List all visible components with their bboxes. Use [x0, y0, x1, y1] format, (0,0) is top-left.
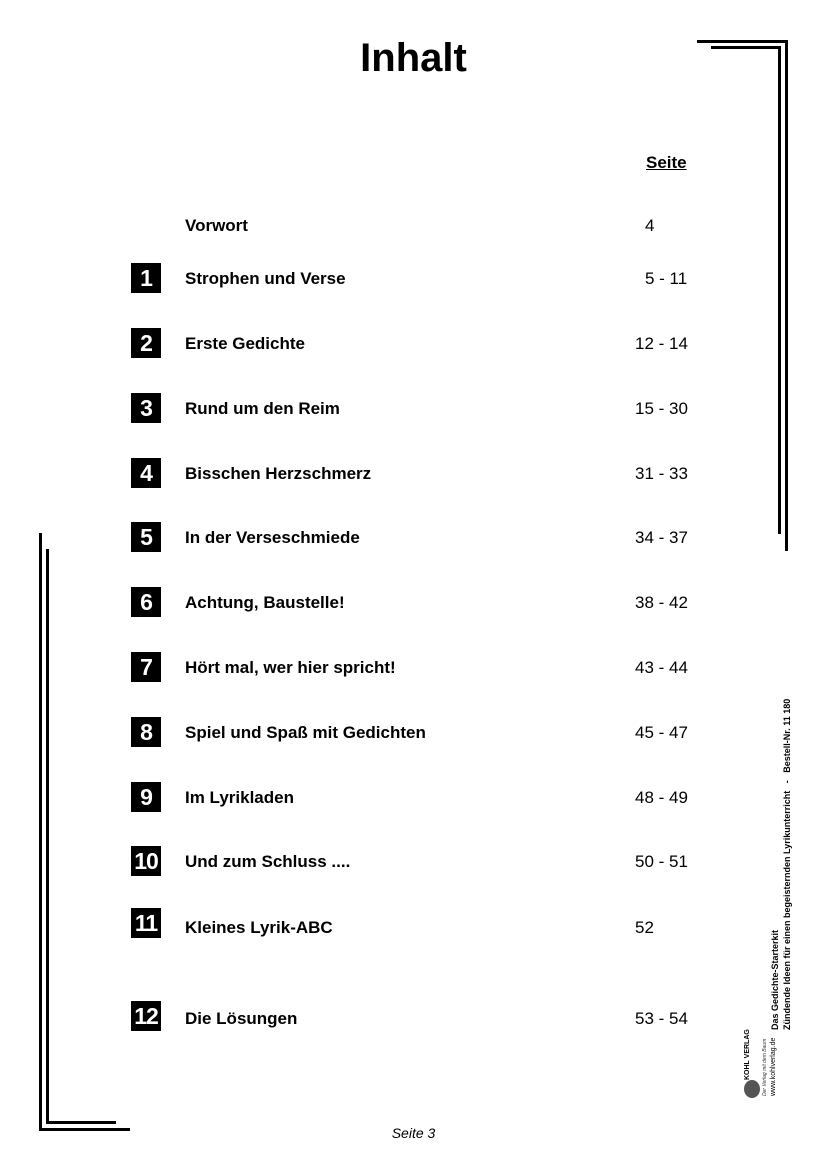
- toc-entry-label: Die Lösungen: [185, 1009, 298, 1028]
- toc-entry-label: Spiel und Spaß mit Gedichten: [185, 723, 426, 742]
- toc-entry: [0, 587, 827, 619]
- toc-entry: [0, 328, 827, 360]
- toc-entry: [0, 458, 827, 490]
- toc-entry-pages: 5 - 11: [645, 269, 688, 288]
- toc-entry: [0, 1001, 827, 1033]
- frame-left-inner: [46, 549, 49, 1124]
- toc-entry-pages: 4: [645, 216, 655, 235]
- publisher-logo-tree-icon: [744, 1080, 760, 1098]
- toc-entry-pages: 31 - 33: [635, 464, 688, 483]
- page-column-header: Seite: [646, 153, 687, 172]
- toc-entry-pages: 15 - 30: [635, 399, 688, 418]
- chapter-number-badge: 8: [131, 717, 161, 747]
- page-title: Inhalt: [360, 36, 467, 80]
- chapter-number-badge: 12: [131, 1001, 161, 1031]
- book-title: Das Gedichte-Starterkit: [770, 929, 780, 1030]
- chapter-number-badge: 6: [131, 587, 161, 617]
- chapter-number-badge: 9: [131, 782, 161, 812]
- toc-entry: [0, 652, 827, 684]
- chapter-number-badge: 7: [131, 652, 161, 682]
- chapter-number-badge: 1: [131, 263, 161, 293]
- toc-entry-label: Achtung, Baustelle!: [185, 593, 345, 612]
- frame-bottom-inner: [46, 1121, 116, 1124]
- toc-entry-label: Im Lyrikladen: [185, 788, 294, 807]
- toc-entry-label: In der Verseschmiede: [185, 528, 360, 547]
- toc-entry-label: Hört mal, wer hier spricht!: [185, 658, 396, 677]
- toc-entry-pages: 53 - 54: [635, 1009, 688, 1028]
- chapter-number-badge: 11: [131, 908, 161, 938]
- chapter-number-badge: 4: [131, 458, 161, 488]
- toc-entry-pages: 45 - 47: [635, 723, 688, 742]
- toc-entry-preface: [0, 210, 827, 242]
- toc-entry-pages: 43 - 44: [635, 658, 688, 677]
- toc-entry: [0, 263, 827, 295]
- toc-entry-label: Erste Gedichte: [185, 334, 305, 353]
- toc-entry-label: Kleines Lyrik-ABC: [185, 918, 333, 937]
- toc-entry-pages: 38 - 42: [635, 593, 688, 612]
- toc-entry-label: Und zum Schluss ....: [185, 852, 351, 871]
- toc-entry-pages: 52: [635, 918, 654, 937]
- toc-entry-pages: 12 - 14: [635, 334, 688, 353]
- toc-entry-label: Strophen und Verse: [185, 269, 346, 288]
- toc-entry: [0, 717, 827, 749]
- toc-entry: [0, 522, 827, 554]
- toc-entry-label: Vorwort: [185, 216, 248, 235]
- page-number-footer: Seite 3: [391, 1125, 436, 1141]
- toc-entry: [0, 846, 827, 878]
- toc-entry-pages: 50 - 51: [635, 852, 688, 871]
- toc-entry-label: Rund um den Reim: [185, 399, 340, 418]
- publisher-sidebar: [742, 670, 797, 1100]
- toc-entry: [0, 908, 827, 940]
- chapter-number-badge: 2: [131, 328, 161, 358]
- book-subtitle-order-number: Zündende Ideen für einen begeisternden Lyrikunterricht - Bestell-Nr. 11 180: [782, 698, 792, 1030]
- chapter-number-badge: 3: [131, 393, 161, 423]
- chapter-number-badge: 5: [131, 522, 161, 552]
- toc-entry-label: Bisschen Herzschmerz: [185, 464, 372, 483]
- toc-entry: [0, 393, 827, 425]
- chapter-number-badge: 10: [131, 846, 161, 876]
- toc-entry-pages: 48 - 49: [635, 788, 688, 807]
- publisher-website: www.kohlverlag.de: [770, 1037, 777, 1096]
- publisher-name: KOHL VERLAG: [744, 1029, 751, 1080]
- toc-entry: [0, 782, 827, 814]
- frame-left-outer: [39, 533, 42, 1131]
- toc-entry-pages: 34 - 37: [635, 528, 688, 547]
- publisher-tagline: Der Verlag mit dem Baum: [762, 1038, 768, 1096]
